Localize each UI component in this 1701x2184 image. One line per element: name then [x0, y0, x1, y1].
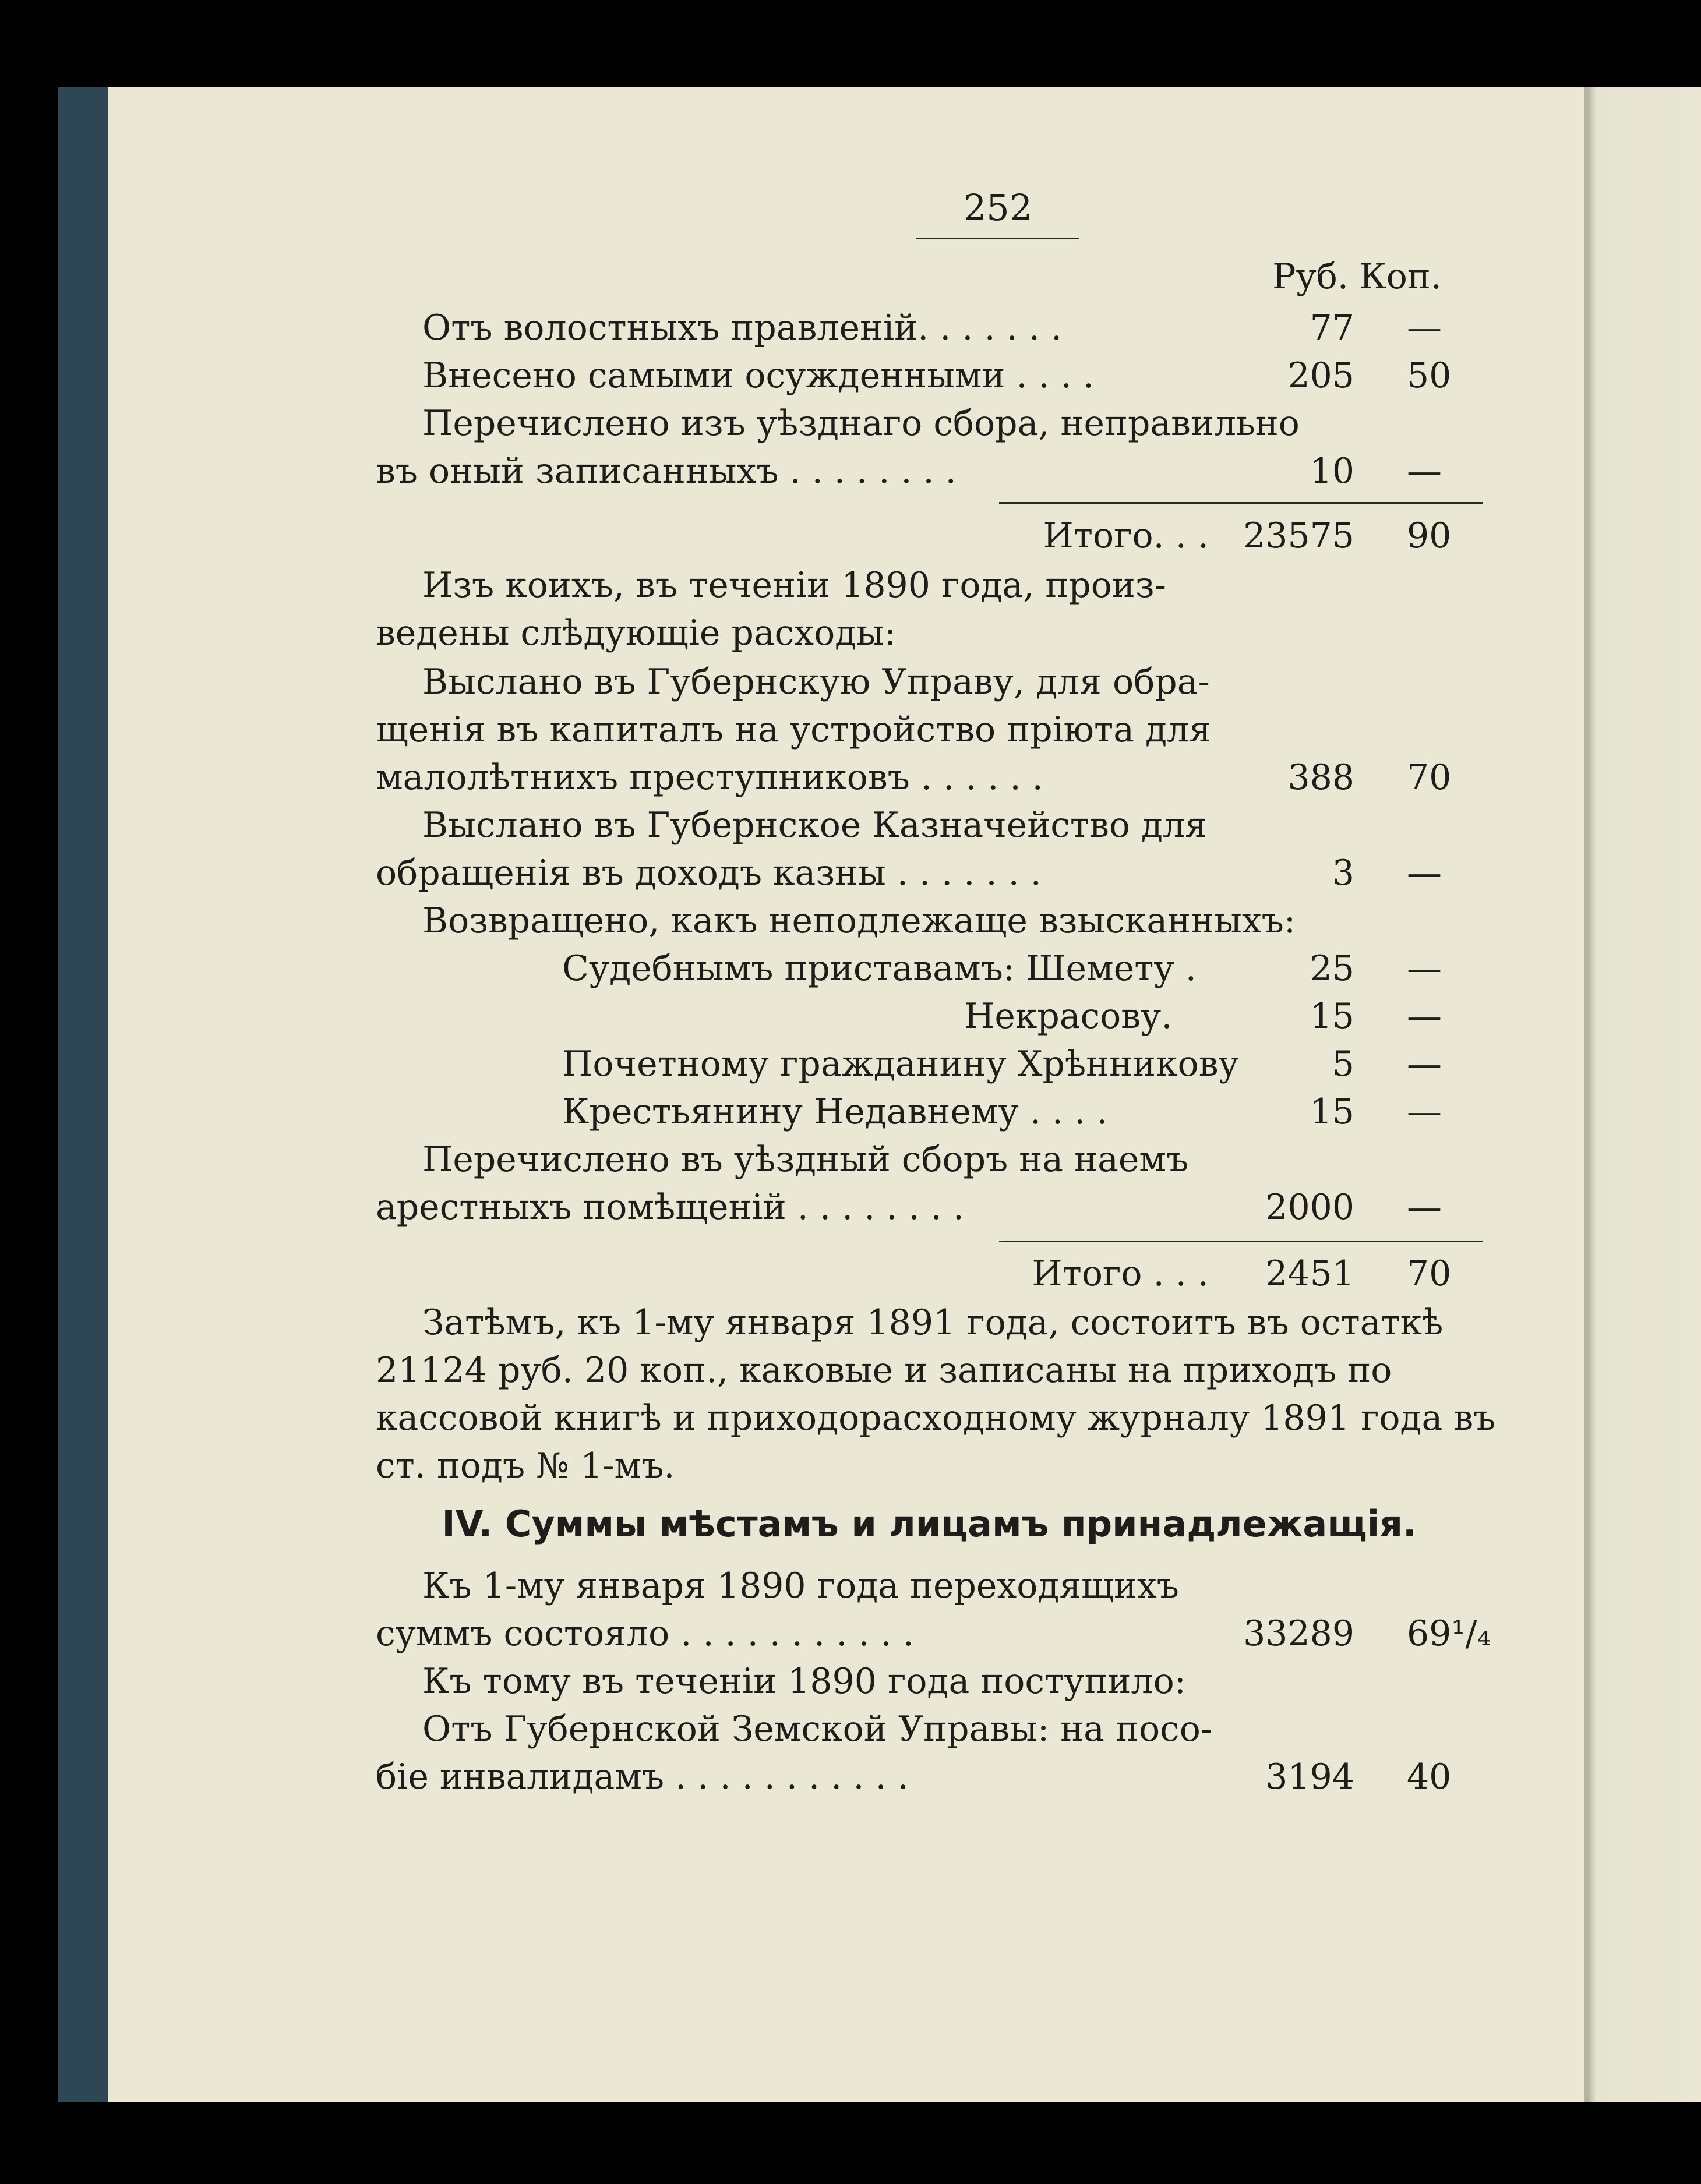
ledger-row [376, 1565, 1483, 1612]
ledger-row [376, 1091, 1483, 1138]
row-rub: 15 [1310, 996, 1354, 1037]
row-text: Выслано въ Губернское Казначейство для [422, 805, 1207, 846]
row-text: арестныхъ помѣщеній . . . . . . . . [376, 1187, 964, 1228]
row-text: Къ 1-му января 1890 года переходящихъ [422, 1565, 1179, 1606]
row-kop: — [1407, 1187, 1442, 1228]
row-text: Перечислено въ уѣздный сборъ на наемъ [422, 1139, 1189, 1180]
row-kop: — [1407, 948, 1442, 989]
row-text: Почетному гражданину Хрѣнникову [562, 1044, 1239, 1084]
ledger-row [376, 805, 1483, 851]
row-text: обращенія въ доходъ казны . . . . . . . [376, 853, 1042, 893]
row-text: Отъ Губернской Земской Управы: на посо- [422, 1709, 1213, 1750]
row-rub: 205 [1287, 355, 1354, 396]
row-text: Возвращено, какъ неподлежаще взысканныхъ: [422, 900, 1296, 941]
row-text: суммъ состояло . . . . . . . . . . . [376, 1613, 914, 1654]
ledger-row [376, 853, 1483, 899]
row-kop: 40 [1407, 1757, 1452, 1797]
ledger-row [376, 1187, 1483, 1234]
row-rub: 5 [1332, 1044, 1354, 1084]
paragraph-line [376, 565, 1483, 612]
facing-page [1573, 87, 1701, 2102]
row-text: щенія въ капиталъ на устройство пріюта для [376, 709, 1211, 750]
row-text: Выслано въ Губернскую Управу, для обра- [422, 662, 1210, 702]
row-rub: 33289 [1243, 1613, 1354, 1654]
row-rub: 15 [1310, 1091, 1354, 1132]
ledger-row [376, 1757, 1483, 1803]
ledger-row [376, 308, 1483, 354]
paragraph-line: ст. подъ № 1-мъ. [376, 1446, 675, 1486]
row-text: Отъ волостныхъ правленій. . . . . . . [422, 308, 1063, 348]
balance-paragraph [376, 1302, 1496, 1493]
paragraph-line [376, 613, 1483, 659]
total-rule [999, 502, 1483, 504]
row-kop: — [1407, 308, 1442, 348]
paragraph-line: 21124 руб. 20 коп., каковые и записаны на приходъ по [376, 1350, 1392, 1391]
total-kop: 90 [1407, 515, 1452, 556]
ledger-row [376, 1709, 1483, 1755]
row-kop: — [1407, 996, 1442, 1037]
row-kop: 69¹/₄ [1407, 1613, 1491, 1654]
row-rub: 3 [1332, 853, 1354, 893]
row-text: Судебнымъ приставамъ: Шемету . [562, 948, 1197, 989]
ledger-row [376, 355, 1483, 402]
page-number-rule [916, 238, 1079, 239]
total-kop: 70 [1407, 1253, 1452, 1294]
total-rub: 2451 [1265, 1253, 1354, 1294]
total-rub: 23575 [1243, 515, 1354, 556]
row-rub: 3194 [1265, 1757, 1354, 1797]
total-rule [999, 1241, 1483, 1242]
intro-line: Изъ коихъ, въ теченіи 1890 года, произ- [422, 565, 1166, 606]
ledger-row [376, 662, 1483, 708]
document-page [108, 87, 1587, 2102]
row-text: въ оный записанныхъ . . . . . . . . [376, 451, 957, 492]
intro-line: ведены слѣдующіе расходы: [376, 613, 897, 653]
kop-header: Коп. [1359, 256, 1442, 297]
column-header-row [376, 256, 1483, 303]
row-text: біе инвалидамъ . . . . . . . . . . . [376, 1757, 909, 1797]
ledger-row [376, 1613, 1491, 1660]
ledger-row [376, 900, 1483, 947]
ledger-row [376, 1044, 1483, 1090]
row-text: Внесено самыми осужденными . . . . [422, 355, 1095, 396]
ledger-row [376, 996, 1483, 1042]
paragraph-line: кассовой книгѣ и приходорасходному журналу 1891 года въ [376, 1398, 1496, 1439]
paragraph-line: Затѣмъ, къ 1-му января 1891 года, состоитъ въ остаткѣ [422, 1302, 1444, 1343]
row-rub: 2000 [1265, 1187, 1354, 1228]
row-kop: — [1407, 1091, 1442, 1132]
ledger-row [376, 757, 1483, 804]
expense-total-row [376, 1253, 1483, 1300]
row-rub: 10 [1310, 451, 1354, 492]
rub-header: Руб. [1272, 256, 1349, 297]
ledger-row [376, 709, 1483, 756]
row-kop: — [1407, 451, 1442, 492]
ledger-row [376, 948, 1483, 995]
row-rub: 388 [1287, 757, 1354, 798]
total-label: Итого. . . [1043, 515, 1209, 556]
row-rub: 77 [1310, 308, 1354, 348]
row-kop: — [1407, 853, 1442, 893]
row-rub: 25 [1310, 948, 1354, 989]
ledger-row [376, 451, 1483, 497]
total-label: Итого . . . [1032, 1253, 1209, 1294]
page-number: 252 [963, 186, 1033, 229]
row-kop: 50 [1407, 355, 1452, 396]
row-text: Къ тому въ теченіи 1890 года поступило: [422, 1661, 1186, 1702]
ledger-row [376, 1139, 1483, 1186]
row-text: малолѣтнихъ преступниковъ . . . . . . [376, 757, 1043, 798]
row-text: Некрасову. [964, 996, 1173, 1037]
ledger-row [376, 403, 1483, 450]
section-heading: IV. Суммы мѣстамъ и лицамъ принадлежащія. [442, 1503, 1417, 1545]
row-text: Крестьянину Недавнему . . . . [562, 1091, 1108, 1132]
income-total-row [376, 515, 1483, 562]
ledger-row [376, 1661, 1483, 1708]
row-kop: 70 [1407, 757, 1452, 798]
row-text: Перечислено изъ уѣзднаго сбора, неправильно [422, 403, 1300, 444]
row-kop: — [1407, 1044, 1442, 1084]
